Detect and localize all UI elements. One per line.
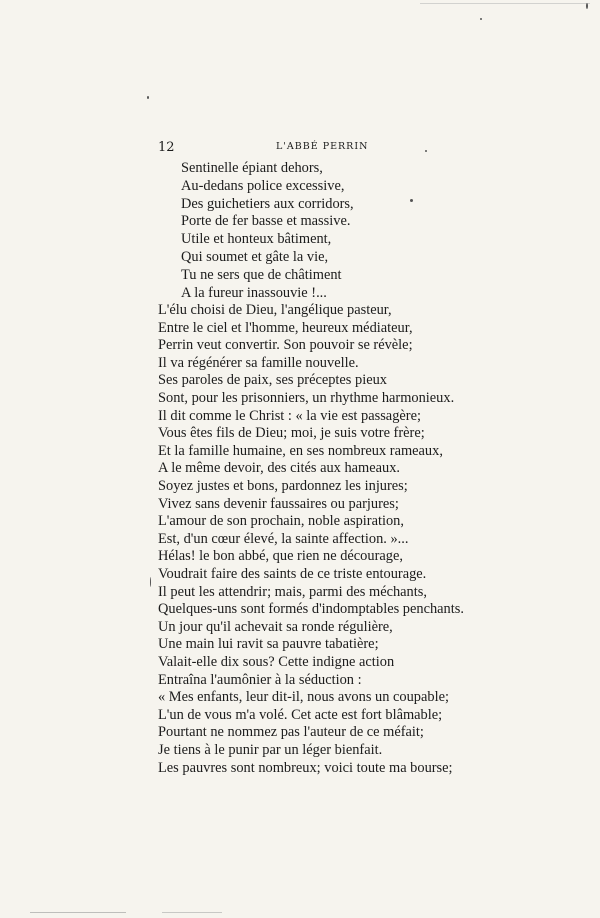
verse-line: Des guichetiers aux corridors, [181, 195, 354, 212]
verse-line: Quelques-uns sont formés d'indomptables penchants. [158, 601, 464, 618]
verse-line: Je tiens à le punir par un léger bienfait. [158, 742, 383, 758]
ink-speck [480, 18, 482, 20]
ink-speck [425, 150, 427, 152]
verse-line: Vous êtes fils de Dieu; moi, je suis votre frère; [158, 425, 425, 442]
ink-speck [586, 3, 588, 9]
verse-line: Entraîna l'aumônier à la séduction : [158, 671, 362, 688]
verse-line: Sentinelle épiant dehors, [181, 160, 323, 176]
verse-line: L'un de vous m'a volé. Cet acte est fort blâmable; [158, 706, 443, 723]
scan-edge-bottom [30, 912, 270, 913]
running-title: L'ABBÉ PERRIN [276, 141, 369, 152]
verse-line: Il peut les attendrir; mais, parmi des méchants, [158, 583, 427, 600]
verse-line: Au-dedans police excessive, [181, 177, 345, 194]
verse-line: Un jour qu'il achevait sa ronde régulière, [158, 618, 393, 635]
verse-line: Est, d'un cœur élevé, la sainte affection. »... [158, 530, 409, 547]
verse-line: Utile et honteux bâtiment, [181, 231, 332, 248]
verse-line: Ses paroles de paix, ses préceptes pieux [158, 372, 387, 389]
verse-line: « Mes enfants, leur dit-il, nous avons un coupable; [158, 689, 449, 706]
verse-line: Et la famille humaine, en ses nombreux rameaux, [158, 442, 443, 459]
verse-line: Il va régénérer sa famille nouvelle. [158, 354, 359, 371]
ink-speck [147, 96, 149, 99]
verse-line: Tu ne sers que de châtiment [181, 266, 342, 283]
ink-speck [150, 577, 151, 587]
verse-line: Perrin veut convertir. Son pouvoir se révèle; [158, 337, 413, 354]
verse-line: Hélas! le bon abbé, que rien ne décourage, [158, 548, 403, 565]
verse-line: A le même devoir, des cités aux hameaux. [158, 460, 400, 477]
verse-line: Sont, pour les prisonniers, un rhythme harmonieux. [158, 390, 455, 406]
scan-edge-top [420, 3, 590, 4]
verse-line: Vivez sans devenir faussaires ou parjures; [158, 495, 399, 512]
verse-line: L'amour de son prochain, noble aspiration, [158, 513, 404, 530]
verse-line: Valait-elle dix sous? Cette indigne action [158, 654, 395, 670]
verse-line: Soyez justes et bons, pardonnez les injures; [158, 478, 408, 494]
verse-line: Voudrait faire des saints de ce triste entourage. [158, 566, 427, 582]
page-header [158, 140, 368, 156]
verse-line: Il dit comme le Christ : « la vie est passagère; [158, 407, 421, 424]
verse-line: Entre le ciel et l'homme, heureux médiateur, [158, 319, 413, 336]
ink-speck [410, 199, 413, 202]
verse-line: Pourtant ne nommez pas l'auteur de ce méfait; [158, 724, 424, 741]
verse-line: Une main lui ravit sa pauvre tabatière; [158, 636, 379, 653]
verse-line: Qui soumet et gâte la vie, [181, 249, 329, 265]
verse-line: Porte de fer basse et massive. [181, 213, 351, 230]
page-number: 12 [158, 140, 175, 155]
verse-line: A la fureur inassouvie !... [181, 284, 327, 301]
verse-line: L'élu choisi de Dieu, l'angélique pasteur, [158, 302, 392, 318]
verse-line: Les pauvres sont nombreux; voici toute ma bourse; [158, 759, 453, 776]
